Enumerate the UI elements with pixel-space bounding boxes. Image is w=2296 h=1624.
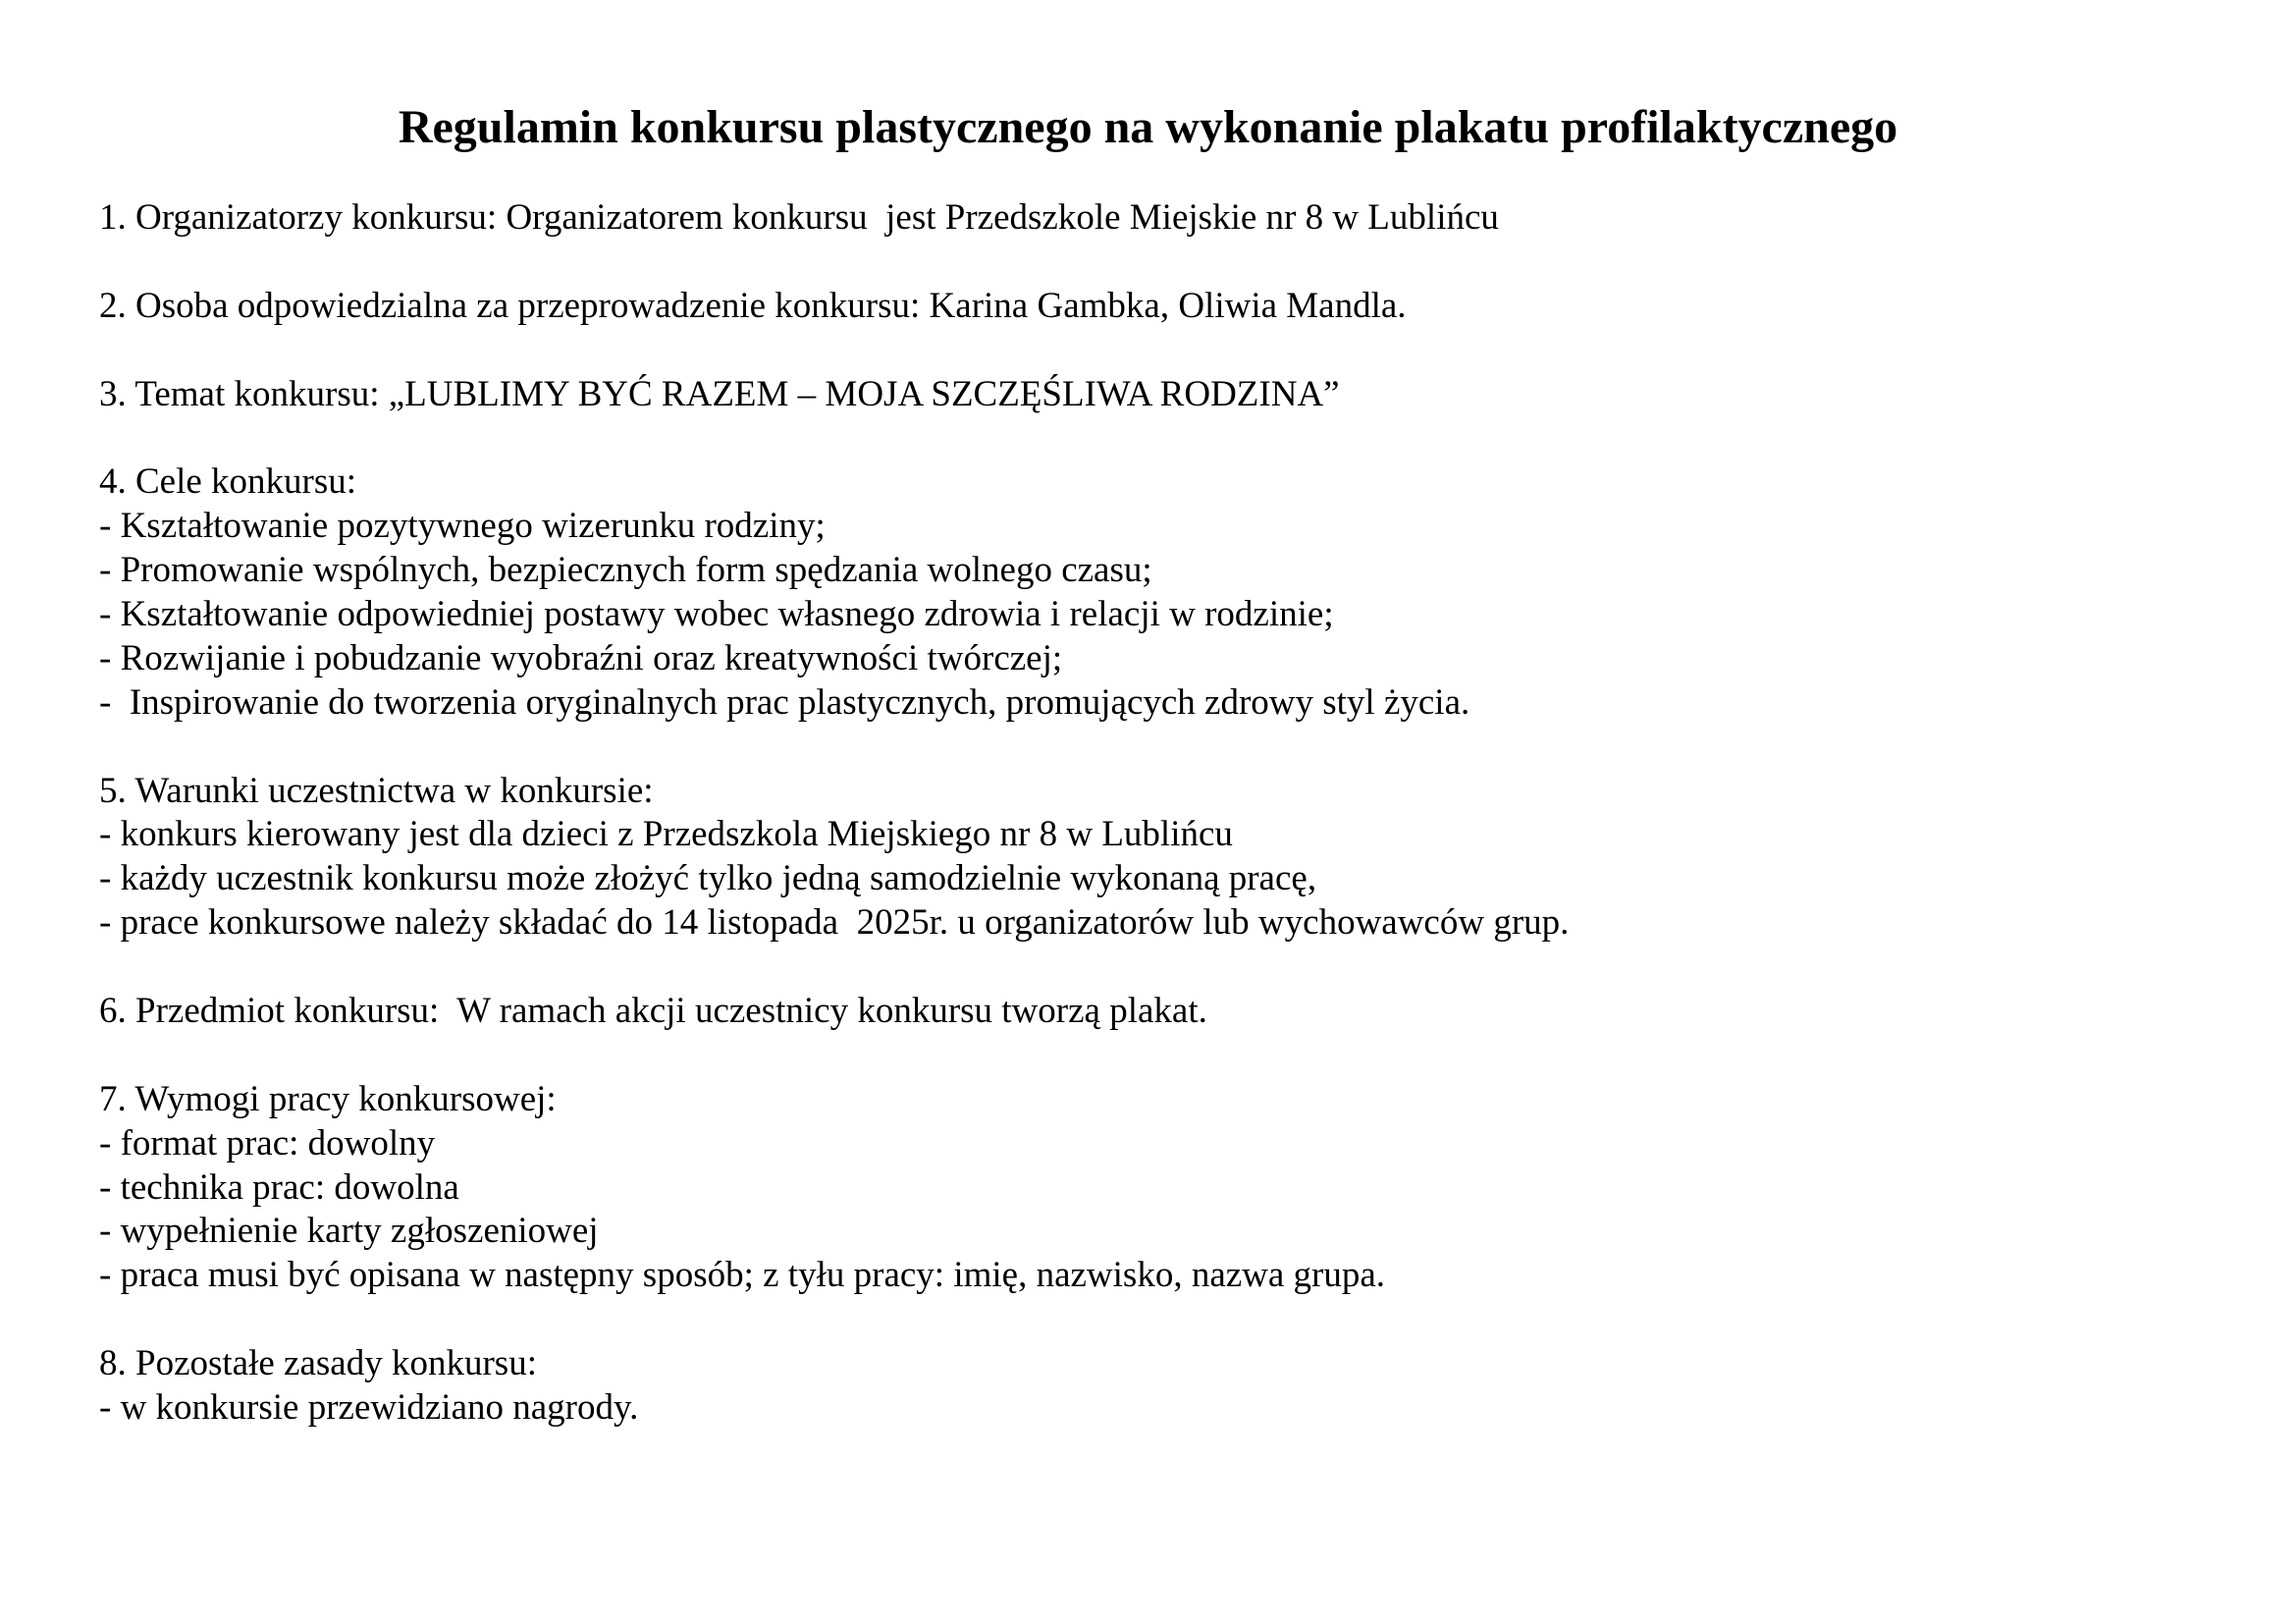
section-3 xyxy=(99,373,2210,417)
list-item: - w konkursie przewidziano nagrody. xyxy=(99,1387,639,1429)
section-2 xyxy=(99,285,2210,329)
section-heading: 4. Cele konkursu: xyxy=(99,461,357,503)
list-item: - konkurs kierowany jest dla dzieci z Przedszkola Miejskiego nr 8 w Lublińcu xyxy=(99,814,1233,855)
list-item: - Promowanie wspólnych, bezpiecznych form spędzania wolnego czasu; xyxy=(99,550,1152,591)
list-item: - prace konkursowe należy składać do 14 listopada 2025r. u organizatorów lub wychowawców grup. xyxy=(99,902,1570,944)
section-heading: 8. Pozostałe zasady konkursu: xyxy=(99,1343,537,1384)
document-body xyxy=(99,196,2210,1431)
section-1 xyxy=(99,196,2210,241)
section-4 xyxy=(99,460,2210,725)
list-item: - praca musi być opisana w następny sposób; z tyłu pracy: imię, nazwisko, nazwa grupa. xyxy=(99,1255,1386,1296)
list-item: - Kształtowanie pozytywnego wizerunku rodziny; xyxy=(99,506,826,547)
list-item: - format prac: dowolny xyxy=(99,1122,436,1164)
section-heading: 1. Organizatorzy konkursu: Organizatorem konkursu jest Przedszkole Miejskie nr 8 w Lublińcu xyxy=(99,197,1499,238)
paragraph-spacer xyxy=(99,1298,2210,1342)
paragraph-spacer xyxy=(99,1034,2210,1078)
paragraph-spacer xyxy=(99,329,2210,373)
section-heading: 2. Osoba odpowiedzialna za przeprowadzenie konkursu: Karina Gambka, Oliwia Mandla. xyxy=(99,285,1407,326)
list-item: - technika prac: dowolna xyxy=(99,1166,459,1208)
section-8 xyxy=(99,1342,2210,1431)
section-heading: 3. Temat konkursu: „LUBLIMY BYĆ RAZEM – MOJA SZCZĘŚLIWA RODZINA” xyxy=(99,373,1340,414)
paragraph-spacer xyxy=(99,726,2210,770)
paragraph-spacer xyxy=(99,946,2210,990)
list-item: - Kształtowanie odpowiedniej postawy wobec własnego zdrowia i relacji w rodzinie; xyxy=(99,594,1334,635)
paragraph-spacer xyxy=(99,241,2210,285)
section-5 xyxy=(99,770,2210,947)
list-item: - Inspirowanie do tworzenia oryginalnych prac plastycznych, promujących zdrowy styl życia. xyxy=(99,681,1470,723)
section-7 xyxy=(99,1078,2210,1298)
document-title: Regulamin konkursu plastycznego na wykonanie plakatu profilaktycznego xyxy=(398,101,1898,153)
section-heading: 5. Warunki uczestnictwa w konkursie: xyxy=(99,770,654,811)
list-item: - każdy uczestnik konkursu może złożyć tylko jedną samodzielnie wykonaną pracę, xyxy=(99,858,1317,899)
list-item: - wypełnienie karty zgłoszeniowej xyxy=(99,1211,599,1252)
section-heading: 7. Wymogi pracy konkursowej: xyxy=(99,1078,557,1119)
list-item: - Rozwijanie i pobudzanie wyobraźni oraz kreatywności twórczej; xyxy=(99,637,1063,678)
section-heading: 6. Przedmiot konkursu: W ramach akcji uczestnicy konkursu tworzą plakat. xyxy=(99,991,1207,1032)
paragraph-spacer xyxy=(99,416,2210,460)
section-6 xyxy=(99,990,2210,1034)
